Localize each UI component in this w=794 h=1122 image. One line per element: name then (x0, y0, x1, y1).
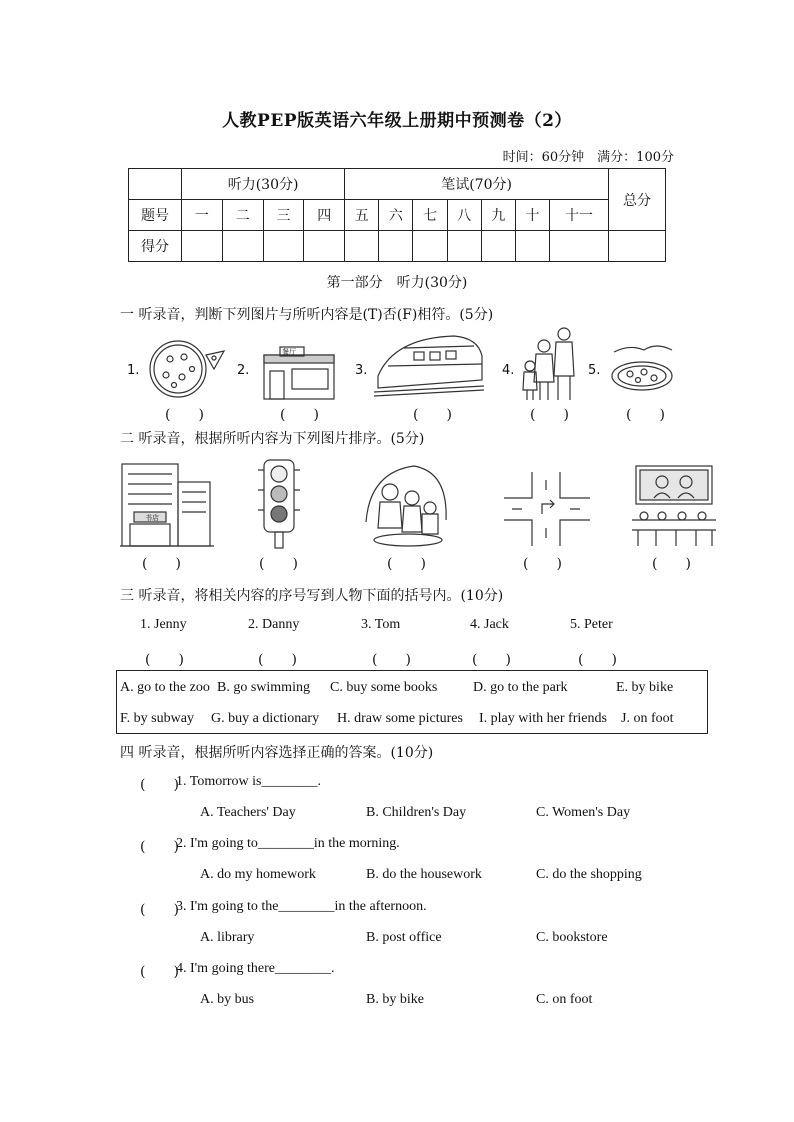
answer-blank[interactable]: ( ) (472, 652, 511, 668)
bookstore-sign: 书店 (145, 514, 159, 522)
section1-instruction: 一 听录音，判断下列图片与所听内容是(T)否(F)相符。(5分) (120, 307, 494, 323)
score-table (128, 168, 666, 262)
choice-c[interactable]: C. do the shopping (536, 867, 642, 882)
section-no: 三 (263, 200, 304, 231)
section-no: 二 (222, 200, 263, 231)
answer-blank[interactable]: ( ) (372, 652, 411, 668)
answer-blank[interactable]: ( ) (140, 964, 179, 980)
question-stem: 2. I'm going to________in the morning. (176, 836, 400, 851)
section2-instruction: 二 听录音，根据所听内容为下列图片排序。(5分) (120, 431, 425, 447)
section-no: 四 (304, 200, 345, 231)
choice-c[interactable]: C. Women's Day (536, 805, 631, 820)
score-cell[interactable] (345, 231, 379, 262)
section-no: 十 (515, 200, 549, 231)
score-cell[interactable] (379, 231, 413, 262)
choice-a[interactable]: A. library (200, 930, 255, 945)
answer-blank[interactable]: ( ) (523, 556, 562, 572)
person-name: 2. Danny (248, 617, 300, 632)
restaurant-sign: 餐厅 (282, 348, 296, 356)
traffic-light-icon (256, 458, 302, 550)
choice-c[interactable]: C. on foot (536, 992, 593, 1007)
cinema-icon (632, 464, 716, 548)
crossroad-icon (502, 470, 592, 548)
section4-instruction: 四 听录音，根据所听内容选择正确的答案。(10分) (120, 745, 434, 761)
answer-blank[interactable]: ( ) (145, 652, 184, 668)
score-cell[interactable] (447, 231, 481, 262)
question-row-label: 题号 (129, 200, 182, 231)
score-cell[interactable] (263, 231, 304, 262)
person-name: 3. Tom (361, 617, 401, 632)
pizza-icon (148, 333, 228, 403)
answer-blank[interactable]: ( ) (578, 652, 617, 668)
answer-blank[interactable]: ( ) (413, 407, 452, 423)
choice-c[interactable]: C. bookstore (536, 930, 608, 945)
section-no: 五 (345, 200, 379, 231)
option: J. on foot (621, 711, 674, 726)
option: B. go swimming (217, 680, 310, 695)
score-row-label: 得分 (129, 231, 182, 262)
question-stem: 4. I'm going there________. (176, 961, 335, 976)
section-no: 十一 (550, 200, 609, 231)
answer-blank[interactable]: ( ) (165, 407, 204, 423)
person-name: 5. Peter (570, 617, 613, 632)
choice-a[interactable]: A. do my homework (200, 867, 316, 882)
question-stem: 3. I'm going to the________in the afternoon. (176, 899, 427, 914)
item-number: 3. (355, 363, 368, 378)
part-title: 第一部分 听力(30分) (326, 275, 468, 291)
score-cell[interactable] (413, 231, 447, 262)
train-icon (374, 330, 486, 400)
answer-blank[interactable]: ( ) (280, 407, 319, 423)
answer-blank[interactable]: ( ) (140, 902, 179, 918)
section-no: 六 (379, 200, 413, 231)
restaurant-icon (262, 345, 338, 401)
option: D. go to the park (473, 680, 568, 695)
answer-blank[interactable]: ( ) (258, 652, 297, 668)
option: A. go to the zoo (120, 680, 210, 695)
score-cell[interactable] (304, 231, 345, 262)
listening-header: 听力(30分) (182, 169, 345, 200)
option: H. draw some pictures (337, 711, 463, 726)
answer-blank[interactable]: ( ) (652, 556, 691, 572)
answer-blank[interactable]: ( ) (259, 556, 298, 572)
bookstore-building-icon (120, 460, 214, 548)
item-number: 4. (502, 363, 515, 378)
section-no: 八 (447, 200, 481, 231)
item-number: 5. (588, 363, 601, 378)
friends-group-icon (360, 462, 450, 548)
answer-blank[interactable]: ( ) (140, 839, 179, 855)
section-no: 七 (413, 200, 447, 231)
score-cell[interactable] (182, 231, 223, 262)
score-cell[interactable] (481, 231, 515, 262)
time-info: 时间：60分钟 满分：100分 (502, 150, 674, 165)
choice-b[interactable]: B. post office (366, 930, 442, 945)
food-plate-icon (610, 340, 674, 396)
answer-blank[interactable]: ( ) (530, 407, 569, 423)
option: C. buy some books (330, 680, 438, 695)
answer-blank[interactable]: ( ) (142, 556, 181, 572)
person-name: 4. Jack (470, 617, 509, 632)
answer-blank[interactable]: ( ) (140, 777, 179, 793)
item-number: 1. (127, 363, 140, 378)
option: E. by bike (616, 680, 674, 695)
item-number: 2. (237, 363, 250, 378)
score-cell[interactable] (515, 231, 549, 262)
page-title: 人教PEP版英语六年级上册期中预测卷（2） (222, 111, 572, 131)
score-cell[interactable] (609, 231, 666, 262)
option: F. by subway (120, 711, 194, 726)
answer-blank[interactable]: ( ) (626, 407, 665, 423)
person-name: 1. Jenny (140, 617, 187, 632)
score-cell[interactable] (550, 231, 609, 262)
option: G. buy a dictionary (211, 711, 320, 726)
choice-a[interactable]: A. by bus (200, 992, 255, 1007)
option: I. play with her friends (479, 711, 607, 726)
writing-header: 笔试(70分) (345, 169, 609, 200)
score-cell[interactable] (222, 231, 263, 262)
question-stem: 1. Tomorrow is________. (176, 774, 321, 789)
choice-b[interactable]: B. do the housework (366, 867, 482, 882)
section-no: 一 (182, 200, 223, 231)
section3-instruction: 三 听录音，将相关内容的序号写到人物下面的括号内。(10分) (120, 588, 504, 604)
total-header: 总分 (609, 169, 666, 231)
choice-b[interactable]: B. Children's Day (366, 805, 467, 820)
choice-a[interactable]: A. Teachers' Day (200, 805, 296, 820)
family-icon (520, 326, 584, 402)
choice-b[interactable]: B. by bike (366, 992, 424, 1007)
answer-blank[interactable]: ( ) (387, 556, 426, 572)
section-no: 九 (481, 200, 515, 231)
